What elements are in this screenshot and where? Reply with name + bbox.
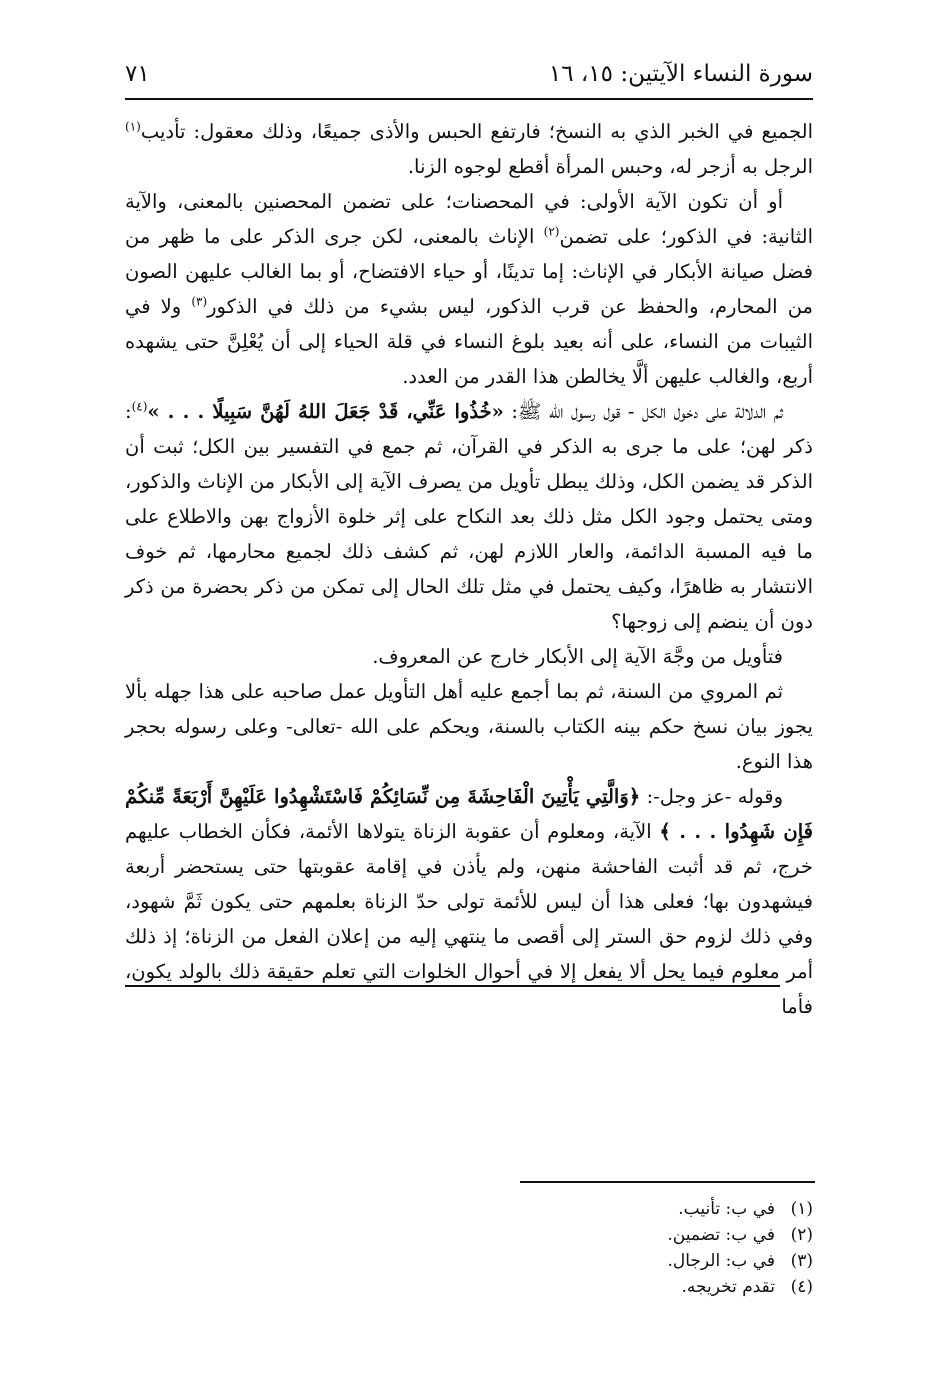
paragraph-6: وقوله -عز وجل-: ﴿وَالَّتِي يَأْتِينَ الْفَاحِشَةَ مِن نِّسَائِكُمْ فَاسْتَشْهِدُوا عَلَيْهِنَّ أَرْبَعَةً مِّنكُمْ فَإِن شَهِدُوا . . . ﴾ الآية، ومعلوم أن عقوبة الزناة يتولاها الأئمة، فكأن الخطاب عليهم خرج، ثم قد أثبت الفاحشة منهن، ولم يأذن في إقامة عقوبتها حتى يستحضر أربعة فيشهدون بها؛ فعلى هذا أن ليس للأئمة تولى حدّ الزناة بعلمهم حتى يكون ثَمَّ شهود، وفي ذلك لزوم حق الستر إلى أقصى ما ينتهي إليه من إعلان الفعل من الزناة؛ إذ ذلك أمر معلوم فيما يحل ألا يفعل إلا في أحوال الخلوات التي تعلم حقيقة ذلك بالولد يكون، فأما <box>125 785 813 1018</box>
footnote-ref-3: (٣) <box>191 294 208 309</box>
footnote-3: (٣)في ب: الرجال. <box>667 1251 813 1271</box>
underlined-phrase: معلوم فيما يحل ألا يفعل إلا في أحوال الخلوات التي تعلم حقيقة ذلك بالولد يكون، <box>125 960 780 987</box>
paragraph-2: أو أن تكون الآية الأولى: في المحصنات؛ على تضمن المحصنين بالمعنى، والآية الثانية: في الذكور؛ على تضمن$^{(٢)}$ الإناث بالمعنى، لكن جرى الذكر على ما ظهر من فضل صيانة الأبكار في الإناث: إما تدينًا، أو حياء الافتضاح، أو بما الغالب عليهن الصون من المحارم، والحفظ عن قرب الذكور، ليس بشيء من ذلك في الذكور$^{(٣)}$ ولا في الثيبات من النساء، على أنه بعيد بلوغ النساء في قلة الحياء إلى أن يُعْلِنَّ حتى يشهده أربع، والغالب عليهن ألَّا يخالطن هذا القدر من العدد. <box>125 190 813 388</box>
page-number: ٧١ <box>125 61 150 87</box>
paragraph-3: ثم الدلالة على دخول الكل - قول رسول الله ﷺ: «خُذُوا عَنِّي، قَدْ جَعَلَ اللهُ لَهُنَّ سَبِيلًا . . . »$^{(٤)}$: ذكر لهن؛ على ما جرى به الذكر في القرآن، ثم جمع في التفسير بين الكل؛ ثبت أن الذكر قد يضمن الكل، وذلك يبطل تأويل من يصرف الآية إلى الأبكار من الإناث والذكور، ومتى يحتمل وجود الكل مثل ذلك بعد النكاح على إثر خلوة الأزواج بهن والاطلاع على ما فيه المسبة الدائمة، والعار اللازم لهن، ثم كشف ذلك لجميع محارمها، ثم خوف الانتشار به ظاهرًا، وكيف يحتمل في مثل تلك الحال إلى تمكن من ذكر بحضرة من ذكر دون أن ينضم إلى زوجها؟ <box>125 399 813 633</box>
running-title: سورة النساء الآيتين: ١٥، ١٦ <box>548 61 813 87</box>
footnote-separator <box>520 1181 815 1183</box>
page-header <box>125 58 813 92</box>
footnote-4: (٤)تقدم تخريجه. <box>681 1277 813 1297</box>
footnote-ref-4: (٤) <box>131 399 148 414</box>
footnote-1: (١)في ب: تأنيب. <box>678 1199 813 1219</box>
paragraph-5: ثم المروي من السنة، ثم بما أجمع عليه أهل التأويل عمل صاحبه على هذا جهله بألا يجوز بيان نسخ حكم بينه الكتاب بالسنة، ويحكم على الله -تعالى- وعلى رسوله بحجر هذا النوع. <box>125 680 813 773</box>
footnote-2: (٢)في ب: تضمين. <box>667 1225 813 1245</box>
footnotes <box>413 1196 813 1300</box>
footnote-ref-1: (١) <box>125 119 141 134</box>
paragraph-1: الجميع في الخبر الذي به النسخ؛ فارتفع الحبس والأذى جميعًا، وذلك معقول: تأديب$^{(١)}$ الرجل به أزجر له، وحبس المرأة أقطع لوجوه الزنا. <box>125 119 813 178</box>
quran-verse: ﴿وَالَّتِي يَأْتِينَ الْفَاحِشَةَ مِن نِّسَائِكُمْ فَاسْتَشْهِدُوا عَلَيْهِنَّ أَرْبَعَةً مِّنكُمْ فَإِن شَهِدُوا . . . ﴾ <box>125 785 813 843</box>
header-rule <box>125 98 813 100</box>
footnote-ref-2: (٢) <box>543 224 560 239</box>
hadith-quote: «خُذُوا عَنِّي، قَدْ جَعَلَ اللهُ لَهُنَّ سَبِيلًا . . . » <box>147 400 504 423</box>
main-text <box>125 114 813 1024</box>
paragraph-4: فتأويل من وجَّهَ الآية إلى الأبكار خارج عن المعروف. <box>372 645 783 668</box>
